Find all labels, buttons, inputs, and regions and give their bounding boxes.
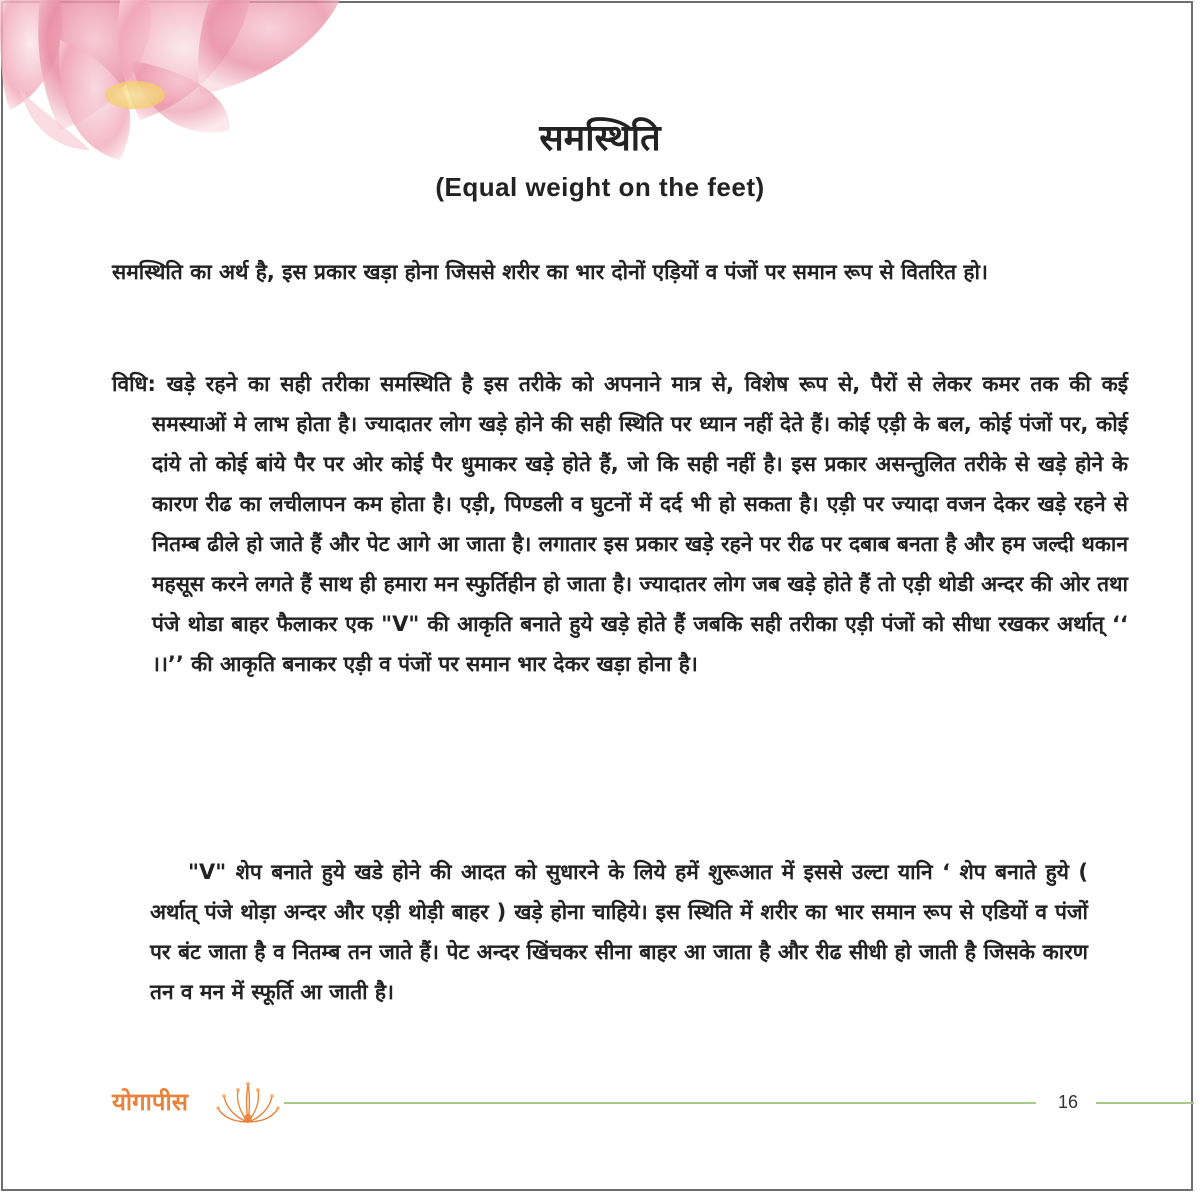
page-number: 16	[1057, 1092, 1079, 1112]
page-subtitle: (Equal weight on the feet)	[435, 172, 765, 202]
intro-paragraph: समस्थिति का अर्थ है, इस प्रकार खड़ा होना जिससे शरीर का भार दोनों एड़ियों व पंजों पर समान रूप से वितरित हो।	[112, 260, 988, 284]
page-title: समस्थिति	[539, 118, 661, 159]
footer-rule-left	[284, 1102, 1036, 1104]
method-text: खड़े रहने का सही तरीका समस्थिति है इस तरीके को अपनाने मात्र से, विशेष रूप से, पैरों से लेकर कमर तक की कई समस्याओं मे लाभ होता है। ज्यादातर लोग खड़े होने की सही स्थिति पर ध्यान नहीं देते हैं। कोई एड़ी के बल, कोई पंजों पर, कोई दांये तो कोई बांये पैर पर ओर कोई पैर धुमाकर खड़े होते हैं, जो कि सही नहीं है। इस प्रकार असन्तुलित तरीके से खड़े होने के कारण रीढ का लचीलापन कम होता है। एड़ी, पिण्डली व घुटनों में दर्द भी हो सकता है। एड़ी पर ज्यादा वजन देकर खड़े रहने से नितम्ब ढीले हो जाते हैं और पेट आगे आ जाता है। लगातार इस प्रकार खड़े रहने पर रीढ पर दबाब बनता है और हम जल्दी थकान महसूस करने लगते हैं साथ ही हमारा मन स्फुर्तिहीन हो जाता है। ज्यादातर लोग जब खड़े होते हैं तो एड़ी थोडी अन्दर की ओर तथा पंजे थोडा बाहर फैलाकर एक "V" की आकृति बनाते हुये खड़े होते हैं जबकि सही तरीका एड़ी पंजों को सीधा रखकर अर्थात् ‘‘ ।।’’ की आकृति बनाकर एड़ी व पंजों पर समान भार देकर खड़ा होना है।	[152, 372, 1129, 676]
method-paragraph	[112, 364, 1128, 684]
method-label: विधि:	[112, 372, 156, 396]
correction-paragraph: "V" शेप बनाते हुये खडे होने की आदत को सुधारने के लिये हमें शुरूआत में इससे उल्टा यानि ‘ शेप बनाते हुये ( अर्थात् पंजे थोड़ा अन्दर और एड़ी थोड़ी बाहर ) खड़े होना चाहिये। इस स्थिति में शरीर का भार समान रूप से एडियों व पंजों पर बंट जाता है व नितम्ब तन जाते हैं। पेट अन्दर खिंचकर सीना बाहर आ जाता है और रीढ सीधी हो जाती है जिसके कारण तन व मन में स्फूर्ति आ जाती है।	[150, 860, 1088, 1004]
brand-logo-text: योगापीस	[112, 1088, 188, 1116]
lotus-mandala-icon	[216, 1078, 280, 1126]
footer-rule-right	[1096, 1102, 1194, 1104]
